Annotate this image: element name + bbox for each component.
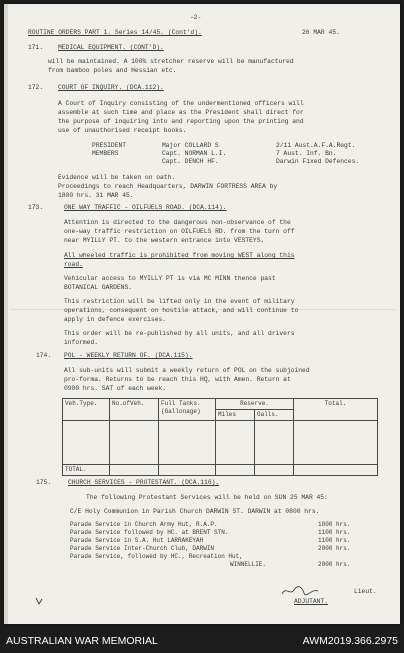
table-total-row [63,465,378,476]
service-time: 2000 hrs. [318,561,351,568]
col-header-no-of-veh: No.ofVeh. [110,399,159,421]
section-173-text: road. [64,261,83,268]
col-header-veh-type: Veh.Type. [63,399,110,421]
page-edge [4,4,8,624]
section-172-text: Proceedings to reach Headquarters, DARWIN FORTRESS AREA by [58,183,278,190]
handwritten-mark-icon [34,596,44,606]
service-desc: Parade Service Inter-Church Club, DARWIN [70,545,215,552]
service-desc: Parade Service followed by HC. at BRENT STN. [70,529,229,536]
service-desc: Parade Service, followed by HC., Recreation Hut, [70,553,243,560]
footer-bar [0,628,404,653]
section-173-text: Vehicular access to MYILLY PT is via MC MINN thence past [64,275,276,282]
section-172-text: A Court of Inquiry consisting of the undermentioned officers will [58,100,304,107]
section-174-title: POL - WEEKLY RETURN OF. (DCA.115). [64,352,193,359]
service-desc: WINNELLIE. [230,561,267,568]
table-row [63,421,378,465]
service-time: 1100 hrs. [318,537,351,544]
section-175-text: C/E Holy Communion in Parish Church DARWIN ST. DARWIN at 0800 hrs. [70,508,320,515]
section-173-text: near MYILLY PT. to the western entrance into VESTEYS. [64,237,265,244]
section-174-number: 174. [36,352,52,359]
signature-scribble [280,584,320,598]
officer-name: Major COLLARD S [162,142,219,149]
section-173-number: 173. [28,204,44,211]
service-desc: Parade Service in S.A. Hut LARRAKEYAH [70,537,204,544]
service-desc: Parade Service in Church Army Hut, R.A.P. [70,521,218,528]
officer-name: Capt. NORMAN L.I. [162,150,227,157]
section-173-text: operations, consequent on hostile attack, and will continue to [64,307,299,314]
footer-source: AUSTRALIAN WAR MEMORIAL [6,635,158,647]
section-173-text: one-way traffic restriction on OILFUELS RD. from the turn off [64,228,295,235]
section-173-text: All wheeled traffic is prohibited from moving WEST along this [64,252,295,259]
col-header-full-tanks: Full Tanks. (Gallonage) [159,399,216,421]
section-173-text: This order will be re-published by all units, and all drivers [64,330,295,337]
footer-accession-number: AWM2019.366.2975 [302,635,398,647]
section-175-text: The following Protestant Services will be held on SUN 25 MAR 45: [86,494,328,501]
signature-rank: Lieut. [354,588,377,595]
section-171-title: MEDICAL EQUIPMENT. (CONT'D). [58,44,164,51]
section-172-text: assemble at such time and place as the President shall direct for [58,109,304,116]
section-172-title: COURT OF INQUIRY. (DCA.112). [58,84,164,91]
section-172-text: 1800 hrs. 31 MAR 45. [58,192,134,199]
col-header-miles: Miles [216,410,255,421]
section-175-title: CHURCH SERVICES - PROTESTANT. (DCA.116). [68,479,220,486]
officer-name: Capt. DENCH HF. [162,158,219,165]
members-label: MEMBERS [92,150,119,157]
president-label: PRESIDENT [92,142,127,149]
col-header-total: Total. [294,399,378,421]
signature-role: ADJUTANT. [294,598,329,605]
officer-unit: Darwin Fixed Defences. [276,158,360,165]
officer-unit: 7 Aust. Inf. Bn. [276,150,337,157]
header-left: ROUTINE ORDERS PART 1. Series 14/45. (Cont'd). [28,29,202,36]
section-173-title: ONE WAY TRAFFIC - OILFUELS ROAD. (DCA.114). [64,204,227,211]
section-173-text: BOTANICAL GARDENS. [64,284,133,291]
section-172-number: 172. [28,84,44,91]
officer-unit: 2/11 Aust.A.F.A.Regt. [276,142,356,149]
section-174-text: All sub-units will submit a weekly return of POL on the subjoined [64,367,310,374]
section-171-text: from bamboo poles and Hessian etc. [48,67,177,74]
document-page [4,4,400,624]
section-173-text: Attention is directed to the dangerous non-observance of the [64,219,291,226]
section-171-number: 171. [28,44,44,51]
service-time: 1100 hrs. [318,529,351,536]
section-173-text: apply in defence exercises. [64,316,167,323]
pol-return-table [62,398,378,476]
section-173-text: This restriction will be lifted only in the event of military [64,298,295,305]
section-174-text: 0900 hrs. SAT of each week. [64,385,167,392]
header-date: 26 MAR 45. [302,29,340,36]
page-number: -2- [190,14,202,21]
section-171-text: will be maintained. A 100% stretcher reserve will be manufactured [48,58,294,65]
service-time: 2000 hrs. [318,545,351,552]
total-row-label: TOTAL. [63,465,110,476]
section-173-text: informed. [64,339,99,346]
section-172-text: the purpose of inquiring into and reporting upon the printing and [58,118,304,125]
service-time: 1000 hrs. [318,521,351,528]
col-header-reserve: Reserve. [216,399,294,410]
section-172-text: use of unauthorised receipt books. [58,127,187,134]
section-172-text: Evidence will be taken on oath. [58,174,176,181]
section-175-number: 175. [36,479,52,486]
section-174-text: pro-forma. Returns to be reach this HQ, with Amen. Return at [64,376,291,383]
col-header-galls: Galls. [255,410,294,421]
